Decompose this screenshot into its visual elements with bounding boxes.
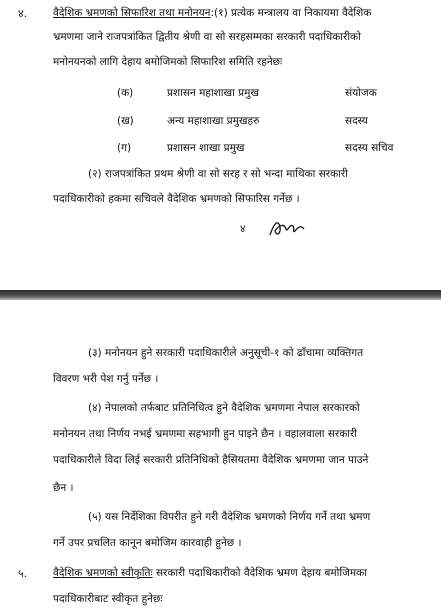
section-4-line-3: मनोनयनको लागि देहाय बमोजिमको सिफारिश समिति रहनेछः xyxy=(53,56,283,68)
document-page-top xyxy=(0,0,441,290)
sub-3-line-1: (३) मनोनयन हुने सरकारी पदाधिकारीले अनुसूची-१ को ढाँचामा व्यक्तिगत xyxy=(88,347,364,359)
committee-member-2: अन्य महाशाखा प्रमुखहरु xyxy=(167,115,260,127)
committee-key-3: (ग) xyxy=(117,142,132,154)
sub-3-line-2: विवरण भरी पेश गर्नु पर्नेछ । xyxy=(53,373,159,385)
section-4-number: ४. xyxy=(18,7,28,20)
committee-member-3: प्रशासन शाखा प्रमुख xyxy=(167,142,245,154)
section-5-line-1 xyxy=(53,566,367,580)
sub-2-line-1: (२) राजपत्रांकित प्रथम श्रेणी वा सो सरह र सो भन्दा माथिका सरकारी xyxy=(88,168,348,180)
committee-role-1: संयोजक xyxy=(345,87,377,99)
sub-4-line-1: (४) नेपालको तर्फबाट प्रतिनिधित्व हुने वैदेशिक भ्रमणमा नेपाल सरकारको xyxy=(88,402,360,414)
section-5-heading: वैदेशिक भ्रमणको स्वीकृतिः xyxy=(53,567,153,579)
page-number: ४ xyxy=(240,223,246,235)
committee-role-2: सदस्य xyxy=(345,115,368,127)
section-4-line-1-rest: :(१) प्रत्येक मन्त्रालय वा निकायमा वैदेशिक xyxy=(210,7,372,19)
handwritten-signature xyxy=(268,217,308,239)
sub-2-line-2: पदाधिकारीको हकमा सचिवले वैदेशिक भ्रमणको सिफारिस गर्नेछ । xyxy=(53,193,300,205)
committee-key-1: (क) xyxy=(117,87,134,99)
committee-role-3: सदस्य सचिव xyxy=(345,142,394,154)
sub-4-line-4: छैन । xyxy=(53,482,74,494)
section-5-number: ५. xyxy=(18,567,28,580)
sub-4-line-3: पदाधिकारीले विदा लिई सरकारी प्रतिनिधिको हैसियतमा वैदेशिक भ्रमणमा जान पाउने xyxy=(53,454,369,466)
section-4-line-1 xyxy=(53,6,371,20)
sub-5-line-1: (५) यस निर्देशिका विपरीत हुने गरी वैदेशिक भ्रमणको निर्णय गर्ने तथा भ्रमण xyxy=(88,511,371,523)
section-5-line-1-rest: सरकारी पदाधिकारीको वैदेशिक भ्रमण देहाय बमोजिमका xyxy=(155,567,367,579)
section-4-heading: वैदेशिक भ्रमणको सिफारिश तथा मनोनयन xyxy=(53,7,211,19)
section-4-line-2: भ्रमणमा जाने राजपत्रांकित द्वितीय श्रेणी वा सो सरहसम्मका सरकारी पदाधिकारीको xyxy=(53,31,361,43)
sub-5-line-2: गर्ने उपर प्रचलित कानून बमोजिम कारवाही हुनेछ । xyxy=(53,537,242,549)
committee-member-1: प्रशासन महाशाखा प्रमुख xyxy=(167,87,260,99)
page-divider xyxy=(0,290,441,300)
committee-key-2: (ख) xyxy=(117,115,134,127)
document-page-bottom xyxy=(0,300,441,613)
section-5-line-2: पदाधिकारीबाट स्वीकृत हुनेछः xyxy=(53,593,163,605)
sub-4-line-2: मनोनयन तथा निर्णय नभई भ्रमणमा सहभागी हुन पाइने छैन । वहालवाला सरकारी xyxy=(53,428,358,440)
